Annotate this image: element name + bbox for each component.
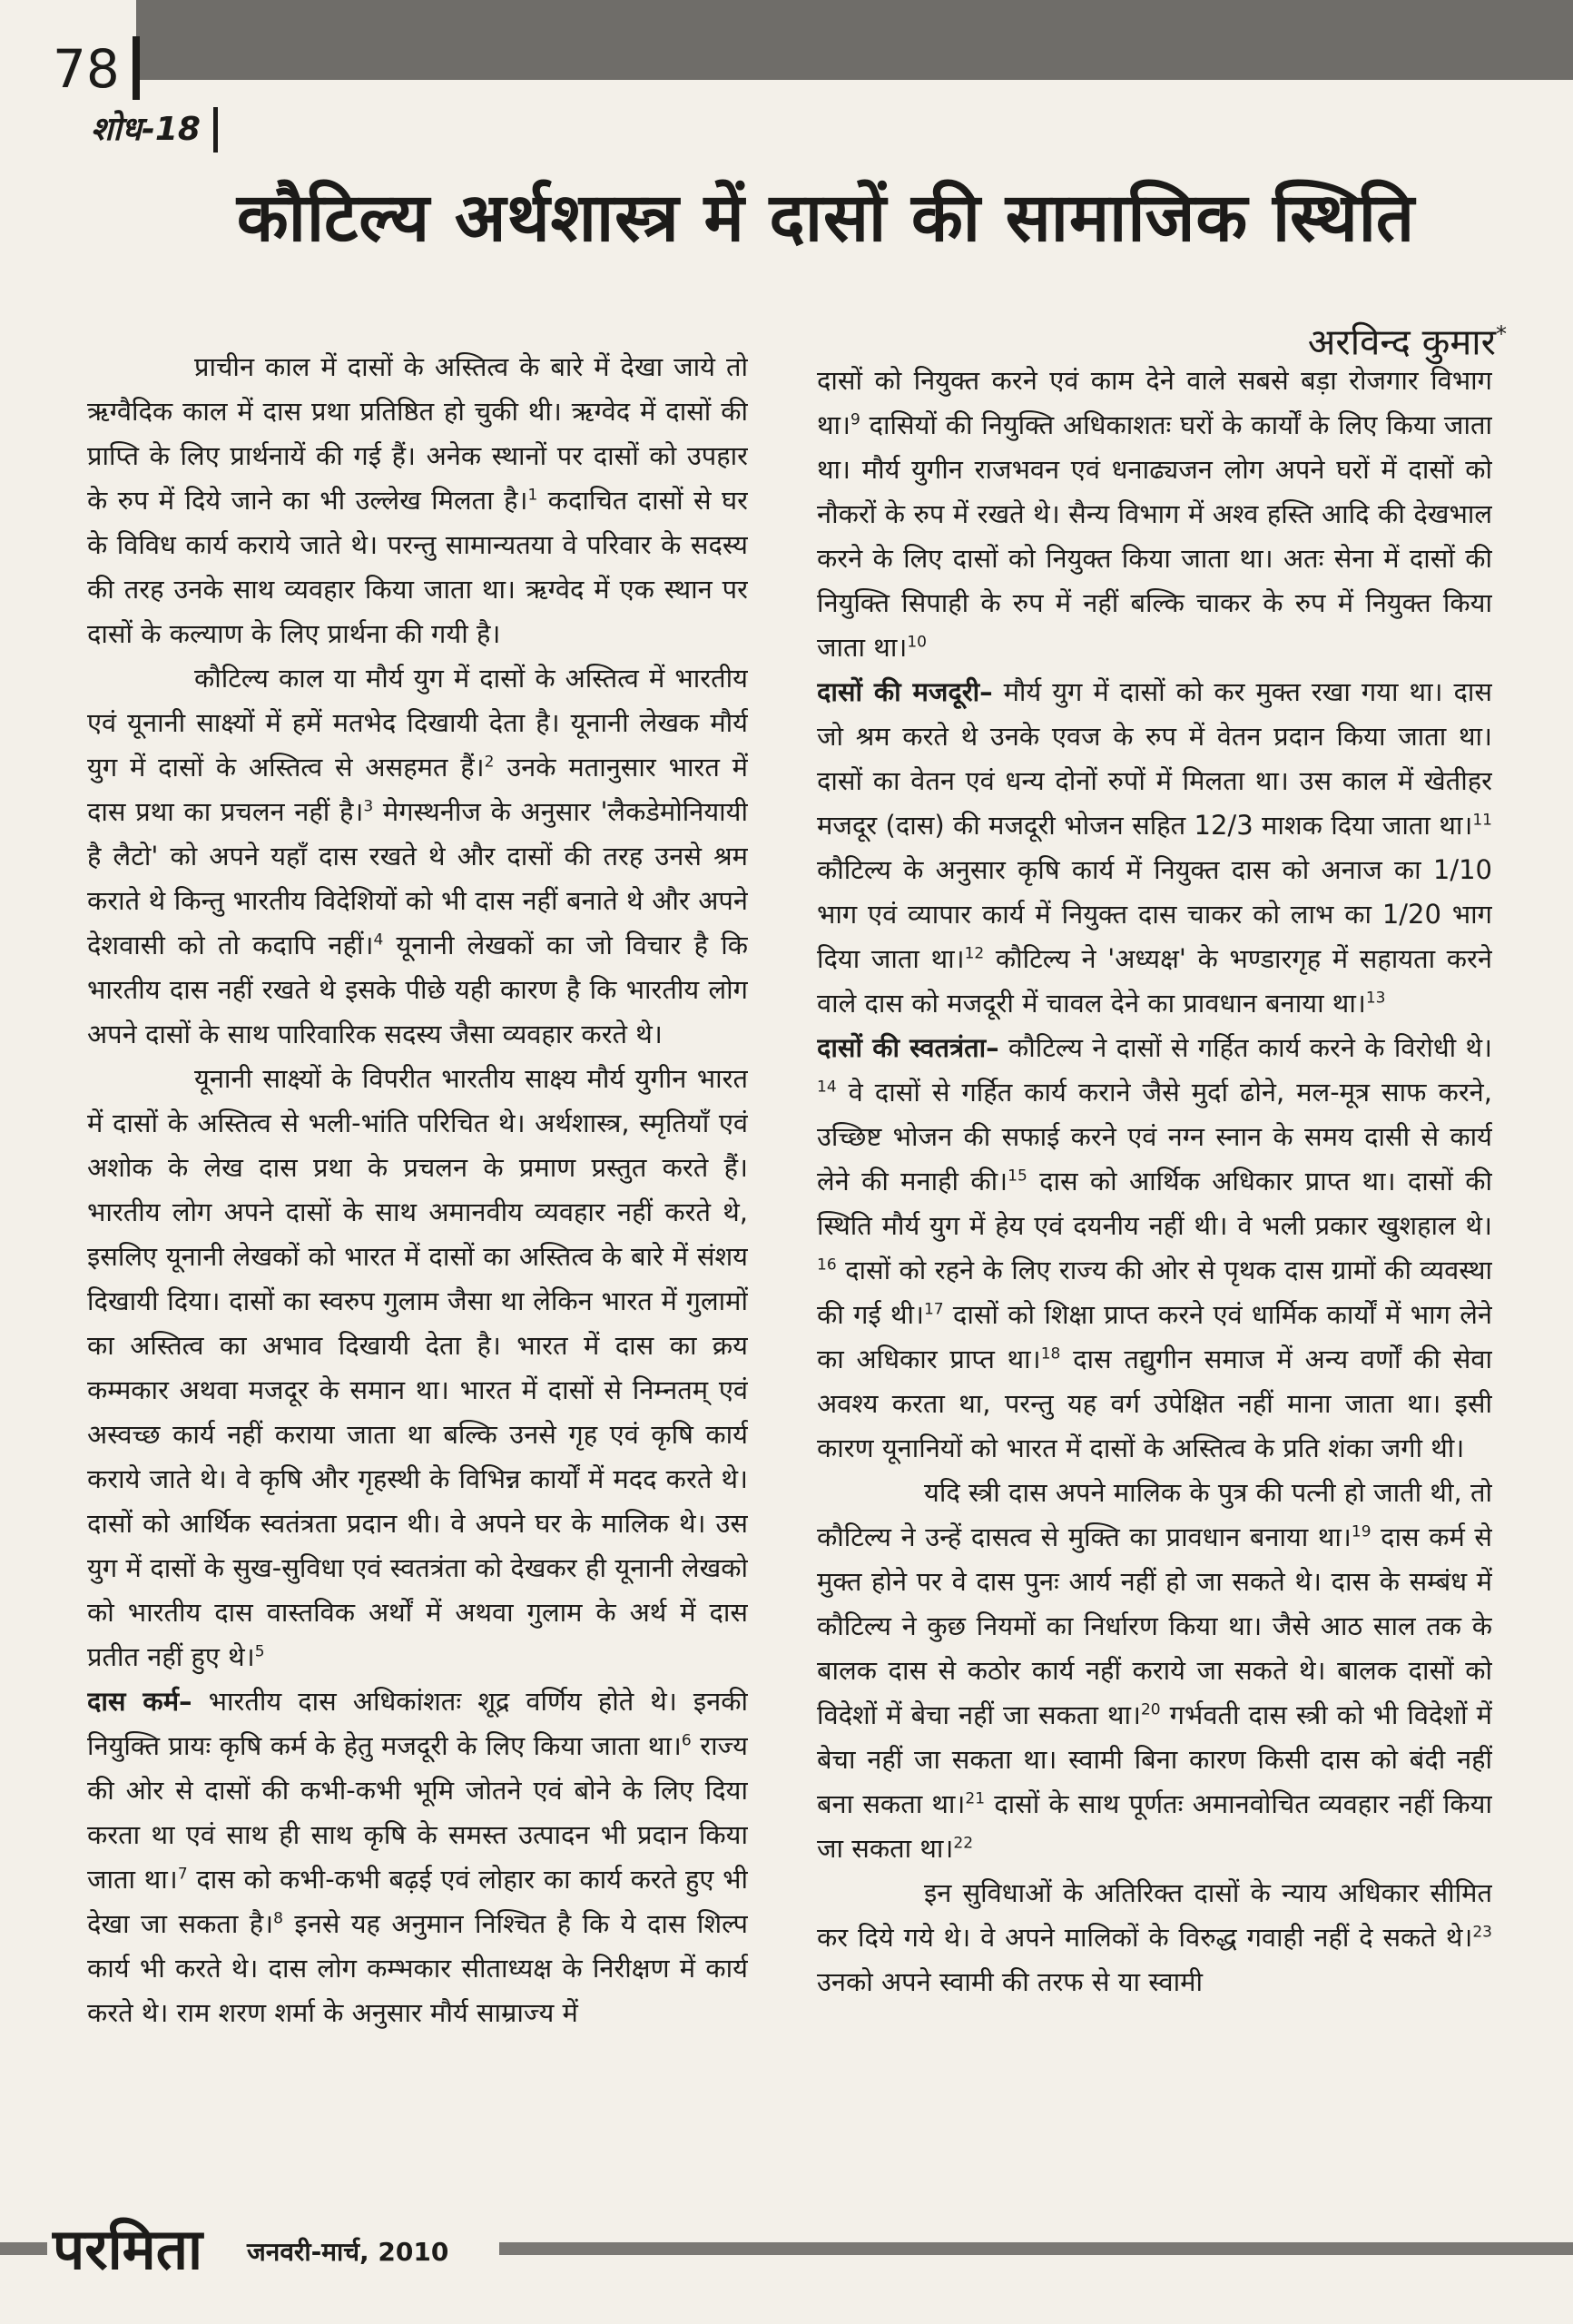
paragraph-text: मौर्य युग में दासों को कर मुक्त रखा गया था। दास जो श्रम करते थे उनके एवज के रुप में वेतन प्रदान किया जाता था। दासों का वेतन एवं धन्य दोनों रुपों में मिलता था। उस काल में खेतीहर मजदूर (दास) की मजदूरी भोजन सहित 12/3 माशक दिया जाता था। — [817, 676, 1492, 841]
paragraph-wages — [817, 670, 1492, 1026]
paragraph-text: इनसे यह अनुमान निश्चित है कि ये दास शिल्प कार्य भी करते थे। दास लोग कम्भकार सीताध्यक्ष के निरीक्षण में कार्य करते थे। राम शरण शर्मा के अनुसार मौर्य साम्राज्य में — [87, 1908, 748, 2028]
page-number: 78 — [53, 38, 120, 100]
paragraph-text: प्राचीन काल में दासों के अस्तित्व के बारे में देखा जाये तो ऋग्वैदिक काल में दास प्रथा प्रतिष्ठित हो चुकी थी। ऋग्वेद में दासों की प्राप्ति के लिए प्रार्थनायें की गई हैं। अनेक स्थानों पर दासों को उपहार के रुप में दिये जाने का भी उल्लेख मिलता है। — [87, 351, 748, 516]
paragraph-text: कौटिल्य के अनुसार कृषि कार्य में नियुक्त दास को अनाज का 1/10 भाग एवं व्यापार कार्य में नियुक्त दास चाकर को लाभ का 1/20 भाग दिया जाता था। — [817, 854, 1492, 974]
paragraph-text: कौटिल्य ने 'अध्यक्ष' के भण्डारगृह में सहायता करने वाले दास को मजदूरी में चावल देने का प्रावधान बनाया था। — [817, 943, 1492, 1019]
author-byline — [1180, 307, 1507, 364]
paragraph-text: उनको अपने स्वामी की तरफ से या स्वामी — [817, 1966, 1204, 1997]
journal-name: परमिता — [53, 2216, 203, 2282]
page-footer — [0, 2213, 1573, 2286]
footnote-ref: 13 — [1365, 989, 1386, 1008]
footnote-ref: 11 — [1472, 811, 1492, 830]
footnote-ref: 10 — [907, 633, 927, 652]
paragraph-text: गर्भवती दास स्त्री को भी विदेशों में बेचा नहीं जा सकता था। स्वामी बिना कारण किसी दास को बंदी नहीं बना सकता था। — [817, 1699, 1492, 1819]
paragraph-female-slave — [817, 1471, 1492, 1871]
subheading: दासों की स्वतत्रंता– — [817, 1032, 999, 1063]
footnote-ref: 12 — [964, 944, 985, 963]
paragraph-text: यूनानी लेखकों का जो विचार है कि भारतीय दास नहीं रखते थे इसके पीछे यही कारण है कि भारतीय लोग अपने दासों के साथ पारिवारिक सदस्य जैसा व्यवहार करते थे। — [87, 930, 748, 1049]
footer-rule — [0, 2242, 47, 2255]
left-column — [87, 345, 748, 2201]
paragraph-text: यदि स्त्री दास अपने मालिक के पुत्र की पत्नी हो जाती थी, तो कौटिल्य ने उन्हें दासत्व से मुक्ति का प्रावधान बनाया था। — [817, 1477, 1492, 1552]
paragraph-text: दासों को शिक्षा प्राप्त करने एवं धार्मिक कार्यों में भाग लेने का अधिकार प्राप्त था। — [817, 1299, 1492, 1374]
footnote-ref: 21 — [965, 1789, 986, 1808]
paragraph-text: मेगस्थनीज के अनुसार 'लैकडेमोनियायी है लैटो' को अपने यहाँ दास रखते थे और दासों की तरह उनसे श्रम कराते थे किन्तु भारतीय विदेशियों को भी दास नहीं बनाते थे और अपने देशवासी को तो कदापि नहीं। — [87, 796, 748, 960]
paragraph-text: दास तद्युगीन समाज में अन्य वर्णों की सेवा अवश्य करता था, परन्तु यह वर्ग उपेक्षित नहीं माना जाता था। इसी कारण यूनानियों को भारत में दासों के अस्तित्व के प्रति शंका जगी थी। — [817, 1344, 1492, 1463]
footer-rule — [499, 2242, 1573, 2255]
footnote-ref: 5 — [254, 1642, 265, 1661]
subheading: दास कर्म– — [87, 1686, 192, 1717]
paragraph-text: कदाचित दासों से घर के विविध कार्य कराये जाते थे। परन्तु सामान्यतया वे परिवार के सदस्य की तरह उनके साथ व्यवहार किया जाता था। ऋग्वेद में एक स्थान पर दासों के कल्याण के लिए प्रार्थना की गयी है। — [87, 485, 748, 649]
author-name: अरविन्द कुमार — [1307, 321, 1496, 364]
paragraph-intro — [87, 345, 748, 656]
right-column — [817, 359, 1492, 2215]
paragraph-text: कौटिल्य ने दासों से गर्हित कार्य करने के विरोधी थे। — [998, 1032, 1492, 1063]
author-footnote-mark: * — [1496, 321, 1507, 347]
paragraph-text: दासों को रहने के लिए राज्य की ओर से पृथक दास ग्रामों की व्यवस्था की गई थी। — [817, 1255, 1492, 1330]
paragraph-slave-work — [87, 1679, 748, 2035]
footnote-ref: 8 — [273, 1909, 283, 1928]
section-label: शोध-18 — [91, 107, 218, 153]
footnote-ref: 22 — [953, 1834, 974, 1853]
paragraph-text: उनके मतानुसार भारत में दास प्रथा का प्रचलन नहीं है। — [87, 752, 748, 827]
paragraph-text: वे दासों से गर्हित कार्य कराने जैसे मुर्दा ढोने, मल-मूत्र साफ करने, उच्छिष्ट भोजन की सफाई करने एवं नग्न स्नान के समय दासी से कार्य लेने की मनाही की। — [817, 1077, 1492, 1196]
paragraph-text: दास को कभी-कभी बढ़ई एवं लोहार का कार्य करते हुए भी देखा जा सकता है। — [87, 1864, 748, 1939]
paragraph-indian-evidence — [87, 1057, 748, 1679]
subheading: दासों की मजदूरी– — [817, 676, 993, 707]
paragraph-freedom — [817, 1026, 1492, 1471]
footnote-ref: 14 — [817, 1078, 837, 1097]
paragraph-text: कौटिल्य काल या मौर्य युग में दासों के अस्तित्व में भारतीय एवं यूनानी साक्ष्यों में हमें मतभेद दिखायी देता है। यूनानी लेखक मौर्य युग में दासों के अस्तित्व से असहमत हैं। — [87, 663, 748, 783]
footnote-ref: 16 — [817, 1256, 837, 1275]
footnote-ref: 4 — [373, 931, 384, 950]
footnote-ref: 3 — [363, 797, 374, 816]
footnote-ref: 17 — [923, 1300, 944, 1319]
paragraph-text: दासों को नियुक्त करने एवं काम देने वाले सबसे बड़ा रोजगार विभाग था। — [817, 365, 1492, 440]
article-title: कौटिल्य अर्थशास्त्र में दासों की सामाजिक स्थिति — [236, 179, 1416, 257]
footnote-ref: 9 — [850, 410, 860, 429]
footnote-ref: 7 — [177, 1865, 188, 1884]
footnote-ref: 18 — [1040, 1344, 1061, 1364]
footnote-ref: 19 — [1351, 1522, 1371, 1541]
footnote-ref: 23 — [1472, 1923, 1492, 1942]
paragraph-text: दासियों की नियुक्ति अधिकाशतः घरों के कार्यों के लिए किया जाता था। मौर्य युगीन राजभवन एवं धनाढ्यजन लोग अपने घरों में दासों को नौकरों के रुप में रखते थे। सैन्य विभाग में अश्व हस्ति आदि की देखभाल करने के लिए दासों को नियुक्त किया जाता था। अतः सेना में दासों की नियुक्ति सिपाही के रुप में नहीं बल्कि चाकर के रुप में नियुक्त किया जाता था। — [817, 409, 1492, 663]
footnote-ref: 2 — [484, 753, 495, 772]
footnote-ref: 15 — [1008, 1167, 1027, 1186]
paragraph-justice — [817, 1871, 1492, 2004]
paragraph-text: दास कर्म से मुक्त होने पर वे दास पुनः आर्य नहीं हो जा सकते थे। दास के सम्बंध में कौटिल्य ने कुछ नियमों का निर्धारण किया था। जैसे आठ साल तक के बालक दास से कठोर कार्य नहीं कराये जा सकते थे। बालक दासों को विदेशों में बेचा नहीं जा सकता था। — [817, 1521, 1492, 1730]
paragraph-kautilya-period — [87, 656, 748, 1057]
paragraph-text: इन सुविधाओं के अतिरिक्त दासों के न्याय अधिकार सीमित कर दिये गये थे। वे अपने मालिकों के विरुद्ध गवाही नहीं दे सकते थे। — [817, 1877, 1492, 1953]
paragraph-text: भारतीय दास अधिकांशतः शूद्र वर्णिय होते थे। इनकी नियुक्ति प्रायः कृषि कर्म के हेतु मजदूरी के लिए किया जाता था। — [87, 1686, 748, 1761]
page-number-rule — [133, 36, 140, 100]
footnote-ref: 6 — [681, 1731, 692, 1750]
footnote-ref: 20 — [1140, 1700, 1161, 1719]
paragraph-text: दासों के साथ पूर्णतः अमानवोचित व्यवहार नहीं किया जा सकता था। — [817, 1788, 1492, 1864]
header-band — [136, 0, 1573, 80]
paragraph-text: यूनानी साक्ष्यों के विपरीत भारतीय साक्ष्य मौर्य युगीन भारत में दासों के अस्तित्व से भली-भांति परिचित थे। अर्थशास्त्र, स्मृतियाँ एवं अशोक के लेख दास प्रथा के प्रचलन के प्रमाण प्रस्तुत करते हैं। भारतीय लोग अपने दासों के साथ अमानवीय व्यवहार नहीं करते थे, इसलिए यूनानी लेखकों को भारत में दासों का अस्तित्व के बारे में संशय दिखायी दिया। दासों का स्वरुप गुलाम जैसा था लेकिन भारत में गुलामों का अस्तित्व का अभाव दिखायी देता है। भारत में दास का क्रय कम्मकार अथवा मजदूर के समान था। भारत में दासों से निम्नतम् एवं अस्वच्छ कार्य नहीं कराया जाता था बल्कि उनसे गृह एवं कृषि कार्य कराये जाते थे। वे कृषि और गृहस्थी के विभिन्न कार्यों में मदद करते थे। दासों को आर्थिक स्वतंत्रता प्रदान थी। वे अपने घर के मालिक थे। उस युग में दासों के सुख-सुविधा एवं स्वतत्रंता को देखकर ही यूनानी लेखको को भारतीय दास वास्तविक अर्थों में अथवा गुलाम के अर्थ में दास प्रतीत नहीं हुए थे। — [87, 1063, 748, 1672]
paragraph-employment — [817, 359, 1492, 670]
paragraph-text: राज्य की ओर से दासों की कभी-कभी भूमि जोतने एवं बोने के लिए दिया करता था एवं साथ ही साथ कृषि के समस्त उत्पादन भी प्रदान किया जाता था। — [87, 1730, 748, 1895]
footnote-ref: 1 — [527, 486, 538, 505]
journal-issue: जनवरी-मार्च, 2010 — [247, 2237, 449, 2267]
paragraph-text: दास को आर्थिक अधिकार प्राप्त था। दासों की स्थिति मौर्य युग में हेय एवं दयनीय नहीं थी। वे भली प्रकार खुशहाल थे। — [817, 1166, 1492, 1241]
